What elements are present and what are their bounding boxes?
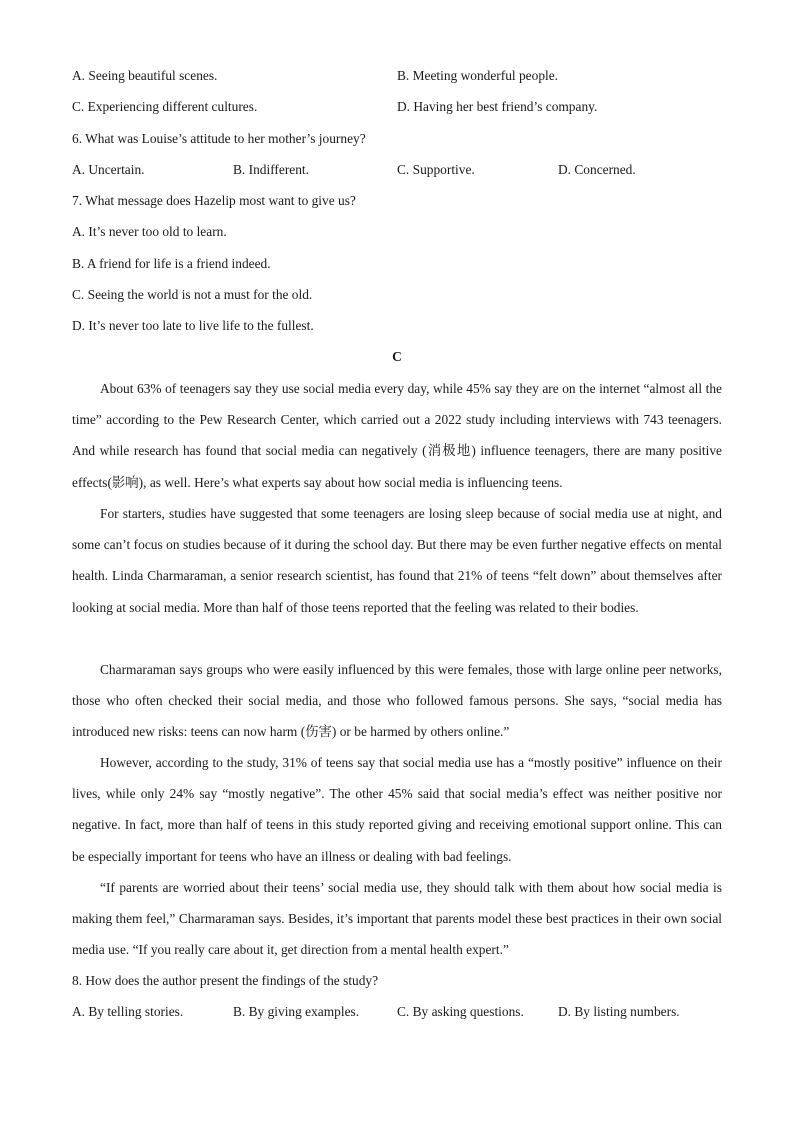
- q5-options-row-1: [72, 68, 722, 84]
- q6-option-d: D. Concerned.: [558, 162, 636, 177]
- q5-option-b: B. Meeting wonderful people.: [397, 68, 559, 83]
- q8-option-c: C. By asking questions.: [397, 1004, 524, 1019]
- q8-options-row: [72, 1004, 722, 1020]
- q5-option-d: D. Having her best friend’s company.: [397, 99, 598, 114]
- q8-option-b: B. By giving examples.: [233, 1004, 360, 1019]
- q5-option-a: A. Seeing beautiful scenes.: [72, 68, 218, 83]
- q8-option-d: D. By listing numbers.: [558, 1004, 680, 1019]
- q7-option-b: B. A friend for life is a friend indeed.: [72, 256, 271, 271]
- q8-stem: 8. How does the author present the findings of the study?: [72, 973, 379, 988]
- q5-option-c: C. Experiencing different cultures.: [72, 99, 258, 114]
- passage-paragraph-5: “If parents are worried about their teens’ social media use, they should talk with them about how social media is making them feel,” Charmaraman says. Besides, it’s important that parents model these best practices in their own social media use. “If you really care about it, get direction from a mental health expert.”: [72, 880, 722, 958]
- passage-paragraph-2: For starters, studies have suggested that some teenagers are losing sleep because of social media use at night, and some can’t focus on studies because of it during the school day. But there may be even further negative effects on mental health. Linda Charmaraman, a senior research scientist, has found that 21% of teens “felt down” about themselves after looking at social media. More than half of those teens reported that the feeling was related to their bodies.: [72, 506, 722, 615]
- q6-option-a: A. Uncertain.: [72, 162, 145, 177]
- q5-options-row-2: [72, 99, 722, 115]
- q7-option-d: D. It’s never too late to live life to the fullest.: [72, 318, 314, 333]
- section-heading: C: [392, 349, 402, 364]
- q6-options-row: [72, 162, 722, 178]
- passage-paragraph-4: However, according to the study, 31% of teens say that social media use has a “mostly positive” influence on their lives, while only 24% say “mostly negative”. The other 45% said that social media’s effect was neither positive nor negative. In fact, more than half of teens in this study reported giving and receiving emotional support online. This can be especially important for teens who have an illness or dealing with bad feelings.: [72, 755, 722, 864]
- passage-paragraph-1: About 63% of teenagers say they use social media every day, while 45% say they are on the internet “almost all the time” according to the Pew Research Center, which carried out a 2022 study including interviews with 743 teenagers. And while research has found that social media can negatively (消极地) influence teenagers, there are many positive effects(影响), as well. Here’s what experts say about how social media is influencing teens.: [72, 381, 722, 490]
- passage-paragraph-3: Charmaraman says groups who were easily influenced by this were females, those with large online peer networks, those who often checked their social media, and those who followed famous persons. She says, “social media has introduced new risks: teens can now harm (伤害) or be harmed by others online.”: [72, 662, 722, 740]
- q8-option-a: A. By telling stories.: [72, 1004, 184, 1019]
- q7-option-c: C. Seeing the world is not a must for the old.: [72, 287, 313, 302]
- q7-stem: 7. What message does Hazelip most want to give us?: [72, 193, 356, 208]
- q7-option-a: A. It’s never too old to learn.: [72, 224, 227, 239]
- q6-option-c: C. Supportive.: [397, 162, 475, 177]
- q6-option-b: B. Indifferent.: [233, 162, 309, 177]
- q6-stem: 6. What was Louise’s attitude to her mother’s journey?: [72, 131, 366, 146]
